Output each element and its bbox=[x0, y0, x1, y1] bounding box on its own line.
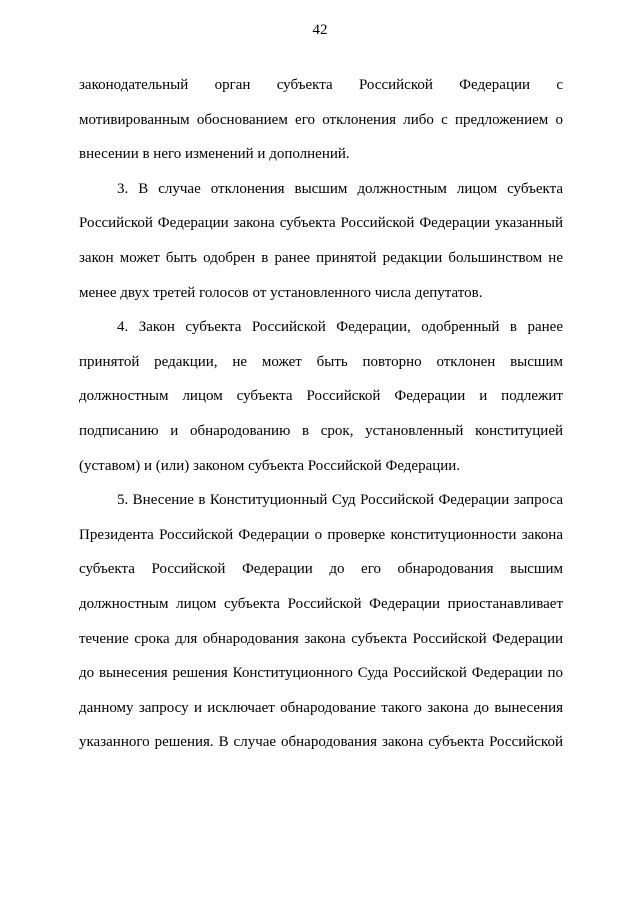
paragraph-item-5: 5. Внесение в Конституционный Суд Российской Федерации запроса Президента Российской Федерации о проверке конституционности закона субъекта Российской Федерации до его обнародования высшим должностным лицом субъекта Российской Федерации приостанавливает течение срока для обнародования закона субъекта Российской Федерации до вынесения решения Конституционного Суда Российской Федерации по данному запросу и исключает обнародование такого закона до вынесения указанного решения. В случае обнародования закона субъекта Российской bbox=[79, 492, 563, 751]
page-number: 42 bbox=[312, 22, 328, 38]
paragraph-item-4: 4. Закон субъекта Российской Федерации, одобренный в ранее принятой редакции, не может быть повторно отклонен высшим должностным лицом субъекта Российской Федерации и подлежит подписанию и обнародованию в срок, установленный конституцией (уставом) и (или) законом субъекта Российской Федерации. bbox=[79, 319, 563, 474]
paragraph-continuation: законодательный орган субъекта Российской Федерации с мотивированным обоснованием его отклонения либо с предложением о внесении в него изменений и дополнений. bbox=[79, 77, 563, 163]
paragraph-item-3: 3. В случае отклонения высшим должностным лицом субъекта Российской Федерации закона субъекта Российской Федерации указанный закон может быть одобрен в ранее принятой редакции большинством не менее двух третей голосов от установленного числа депутатов. bbox=[79, 180, 563, 301]
document-body bbox=[79, 68, 563, 760]
